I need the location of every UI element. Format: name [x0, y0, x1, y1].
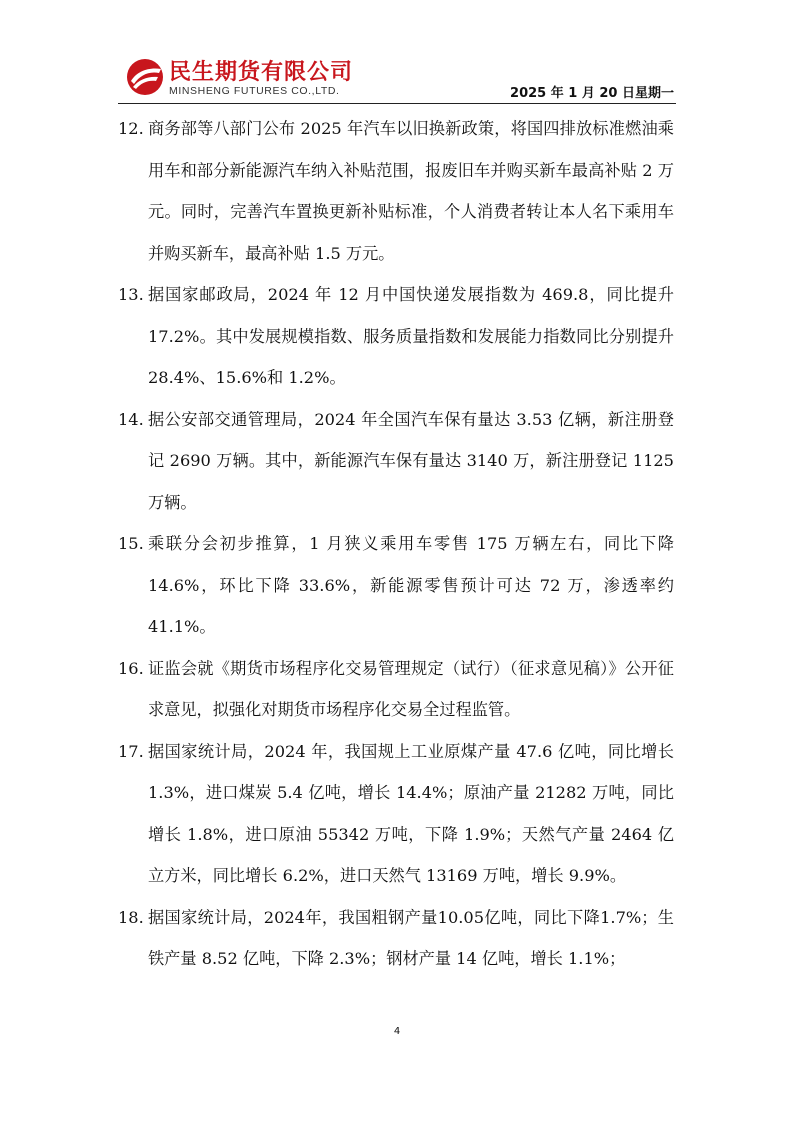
page-number: 4 [393, 1026, 401, 1037]
item-text: 证监会就《期货市场程序化交易管理规定（试行）（征求意见稿）》公开征求意见，拟强化对期货市场程序化交易全过程监管。 [148, 658, 674, 719]
news-item-15 [118, 523, 674, 648]
item-text: 据国家统计局，2024年，我国粗钢产量10.05亿吨，同比下降1.7%；生铁产量 8.52 亿吨，下降 2.3%；钢材产量 14 亿吨，增长 1.1%； [148, 907, 674, 968]
news-item-13 [118, 274, 674, 399]
company-name-cn: 民生期货有限公司 [169, 60, 354, 85]
item-number: 15. [118, 534, 144, 553]
news-list [118, 108, 674, 980]
item-text: 商务部等八部门公布 2025 年汽车以旧换新政策，将国四排放标准燃油乘用车和部分新能源汽车纳入补贴范围，报废旧车并购买新车最高补贴 2 万元。同时，完善汽车置换更新补贴标准，个人消费者转让本人名下乘用车并购买新车，最高补贴 1.5 万元。 [148, 119, 674, 263]
item-number: 12. [118, 119, 144, 138]
item-number: 17. [118, 741, 144, 761]
item-text: 据国家统计局，2024 年，我国规上工业原煤产量 47.6 亿吨，同比增长 1.3%，进口煤炭 5.4 亿吨，增长 14.4%；原油产量 21282 万吨，同比增长 1.8%，进口原油 55342 万吨，下降 1.9%；天然气产量 2464 亿立方米，同比增长 6.2%，进口天然气 13169 万吨，增长 9.9%。 [148, 741, 674, 885]
item-number: 18. [118, 907, 144, 927]
company-logo [125, 55, 375, 101]
item-number: 16. [118, 658, 144, 678]
company-name-en: MINSHENG FUTURES CO.,LTD. [169, 85, 340, 97]
page-header [118, 52, 676, 104]
news-item-17 [118, 731, 674, 897]
header-divider [118, 103, 676, 104]
item-text: 乘联分会初步推算，1 月狭义乘用车零售 175 万辆左右，同比下降 14.6%，环比下降 33.6%，新能源零售预计可达 72 万，渗透率约 41.1%。 [148, 534, 674, 636]
item-number: 13. [118, 285, 144, 304]
news-item-12 [118, 108, 674, 274]
item-text: 据公安部交通管理局，2024 年全国汽车保有量达 3.53 亿辆，新注册登记 2690 万辆。其中，新能源汽车保有量达 3140 万，新注册登记 1125 万辆。 [148, 409, 674, 512]
item-text: 据国家邮政局，2024 年 12 月中国快递发展指数为 469.8，同比提升 17.2%。其中发展规模指数、服务质量指数和发展能力指数同比分别提升 28.4%、15.6%和 1.2%。 [148, 285, 674, 387]
report-date: 2025 年 1 月 20 日星期一 [510, 86, 674, 101]
minsheng-logo-icon [125, 57, 165, 97]
news-item-16 [118, 648, 674, 731]
news-item-18 [118, 897, 674, 980]
item-number: 14. [118, 409, 144, 429]
news-item-14 [118, 399, 674, 524]
